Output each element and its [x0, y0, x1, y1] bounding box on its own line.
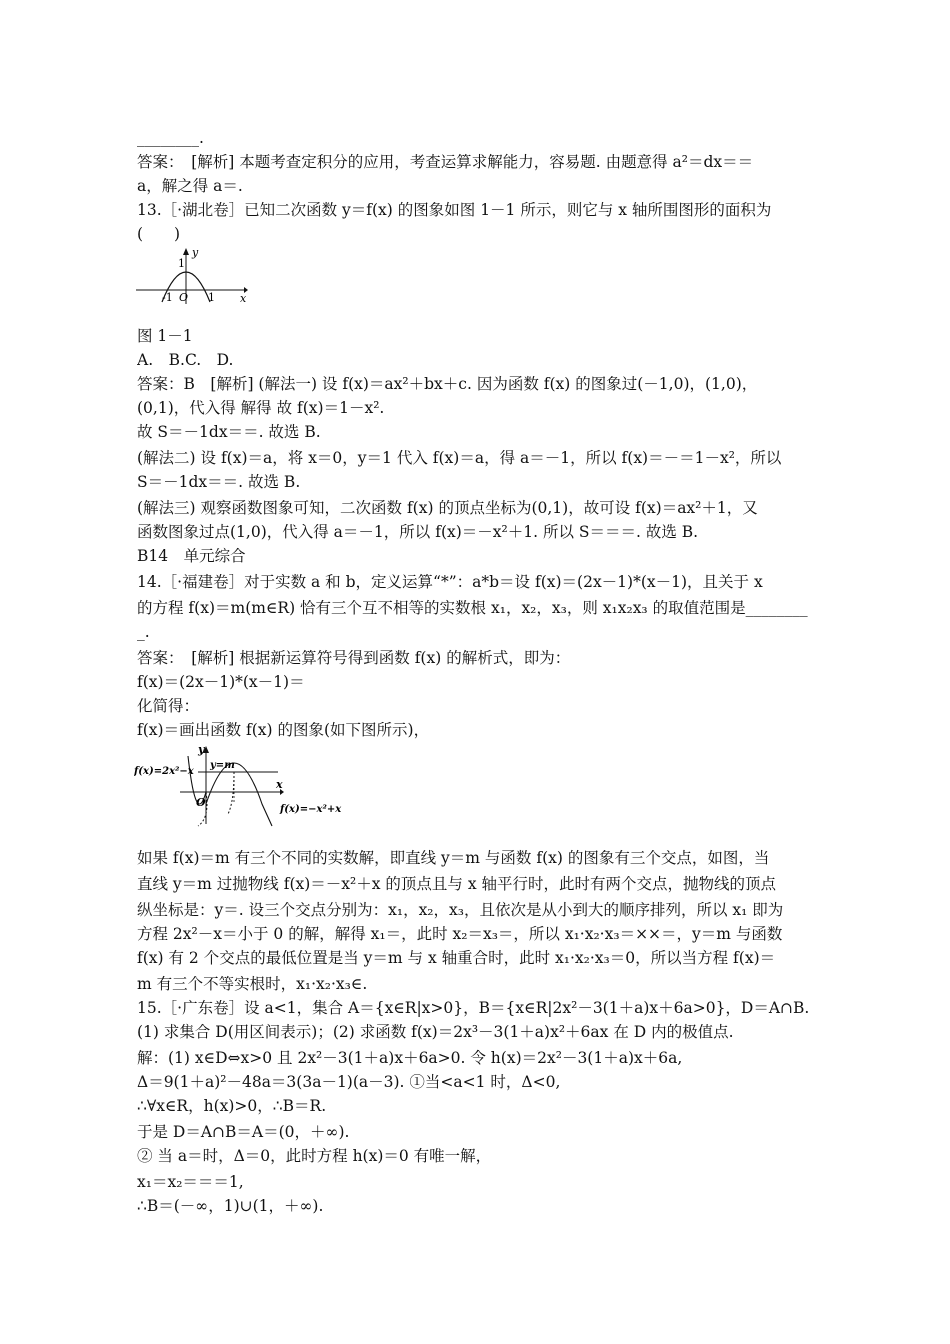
text-line: x₁＝x₂＝＝＝1, [137, 1173, 244, 1191]
text-line: ( ) [137, 225, 181, 243]
text-line: ∴B＝(－∞，1)∪(1，＋∞). [137, 1197, 324, 1215]
answer-options: A. B.C. D. [137, 351, 234, 369]
question-15-heading: 15.［·广东卷］设 a<1，集合 A＝{x∈R|x>0}，B＝{x∈R|2x²－3(1＋a)x＋6a>0}，D＝A∩B. [137, 999, 810, 1017]
text-line: 如果 f(x)＝m 有三个不同的实数解，即直线 y＝m 与函数 f(x) 的图象有三个交点，如图，当 [137, 849, 770, 867]
text-line: 解：(1) x∈D⇔x>0 且 2x²－3(1＋a)x＋6a>0. 令 h(x)＝2x²－3(1＋a)x＋6a, [137, 1049, 683, 1067]
text-line: 方程 2x²－x＝小于 0 的解，解得 x₁＝，此时 x₂＝x₃＝，所以 x₁·x₂·x₃＝××＝，y＝m 与函数 [137, 925, 783, 943]
text-line: ________. [137, 129, 204, 147]
piecewise-function-figure [134, 742, 364, 828]
y-label: y [192, 248, 199, 259]
text-line: (解法三) 观察函数图象可知，二次函数 f(x) 的顶点坐标为(0,1)，故可设 f(x)＝ax²＋1，又 [137, 499, 758, 517]
text-line: ② 当 a＝时，Δ＝0，此时方程 h(x)＝0 有唯一解， [137, 1147, 492, 1165]
origin-label: O [179, 291, 189, 304]
origin-label: O [196, 796, 206, 809]
text-line: 函数图象过点(1,0)，代入得 a＝－1，所以 f(x)＝－x²＋1. 所以 S＝＝＝. 故选 B. [137, 523, 699, 541]
text-line: (1) 求集合 D(用区间表示)；(2) 求函数 f(x)＝2x³－3(1＋a)x²＋6ax 在 D 内的极值点. [137, 1023, 734, 1041]
parabola-figure-1 [136, 248, 248, 304]
text-line: (0,1)，代入得 解得 故 f(x)＝1－x². [137, 399, 385, 417]
text-line: ∴∀x∈R，h(x)>0，∴B＝R. [137, 1097, 327, 1115]
tick-label-1-x: 1 [208, 291, 215, 304]
text-line: 答案：B [解析] (解法一) 设 f(x)＝ax²＋bx＋c. 因为函数 f(x) 的图象过(－1,0)，(1,0)， [137, 375, 758, 393]
text-line: (解法二) 设 f(x)＝a，将 x＝0，y＝1 代入 f(x)＝a，得 a＝－1，所以 f(x)＝－＝1－x²，所以 [137, 449, 782, 467]
text-line: Δ＝9(1＋a)²－48a＝3(3a－1)(a－3). ①当<a<1 时，Δ<0, [137, 1073, 561, 1091]
text-line: f(x)＝(2x－1)*(x－1)＝ [137, 673, 305, 691]
label-left-function: f(x)=2x²−x [134, 766, 194, 777]
text-line: 故 S＝－1dx＝＝. 故选 B. [137, 423, 321, 441]
text-line: 直线 y＝m 过抛物线 f(x)＝－x²＋x 的顶点且与 x 轴平行时，此时有两个交点，抛物线的顶点 [137, 875, 777, 893]
question-13-heading: 13.［·湖北卷］已知二次函数 y＝f(x) 的图象如图 1－1 所示，则它与 x 轴所围图形的面积为 [137, 201, 772, 219]
text-line: 答案： [解析] 根据新运算符号得到函数 f(x) 的解析式，即为： [137, 649, 571, 667]
text-line: 的方程 f(x)＝m(m∈R) 恰有三个互不相等的实数根 x₁，x₂，x₃，则 x₁x₂x₃ 的取值范围是________ [137, 599, 808, 617]
text-line: m 有三个不等实根时，x₁·x₂·x₃∈. [137, 975, 368, 993]
x-label: x [276, 778, 283, 791]
figure-caption: 图 1－1 [137, 327, 193, 345]
text-line: a，解之得 a＝. [137, 177, 243, 195]
text-line: f(x)＝画出函数 f(x) 的图象(如下图所示)， [137, 721, 430, 739]
section-heading: B14 单元综合 [137, 547, 246, 565]
text-line: 答案： [解析] 本题考查定积分的应用，考查运算求解能力，容易题. 由题意得 a²＝dx＝＝ [137, 153, 754, 171]
tick-label-1-y: 1 [178, 257, 185, 270]
dashed-guide [228, 772, 234, 814]
text-line: 化简得： [137, 697, 200, 715]
label-right-function: f(x)=−x²+x [280, 804, 342, 815]
text-line: 纵坐标是：y＝. 设三个交点分别为：x₁，x₂，x₃，且依次是从小到大的顺序排列，所以 x₁ 即为 [137, 901, 784, 919]
question-14-heading: 14.［·福建卷］对于实数 a 和 b，定义运算“*”：a*b＝设 f(x)＝(2x－1)*(x－1)，且关于 x [137, 573, 763, 591]
y-axis-arrow [183, 248, 189, 255]
label-y-equals-m: y=m [210, 760, 235, 771]
text-line: _. [137, 623, 150, 641]
text-line: 于是 D＝A∩B＝A＝(0，＋∞). [137, 1123, 350, 1141]
x-label: x [240, 292, 247, 304]
tick-label-neg1: -1 [162, 291, 173, 304]
text-line: S＝－1dx＝＝. 故选 B. [137, 473, 301, 491]
y-label: y [198, 743, 205, 756]
text-line: f(x) 有 2 个交点的最低位置是当 y＝m 与 x 轴重合时，此时 x₁·x₂·x₃＝0，所以当方程 f(x)＝ [137, 949, 776, 967]
